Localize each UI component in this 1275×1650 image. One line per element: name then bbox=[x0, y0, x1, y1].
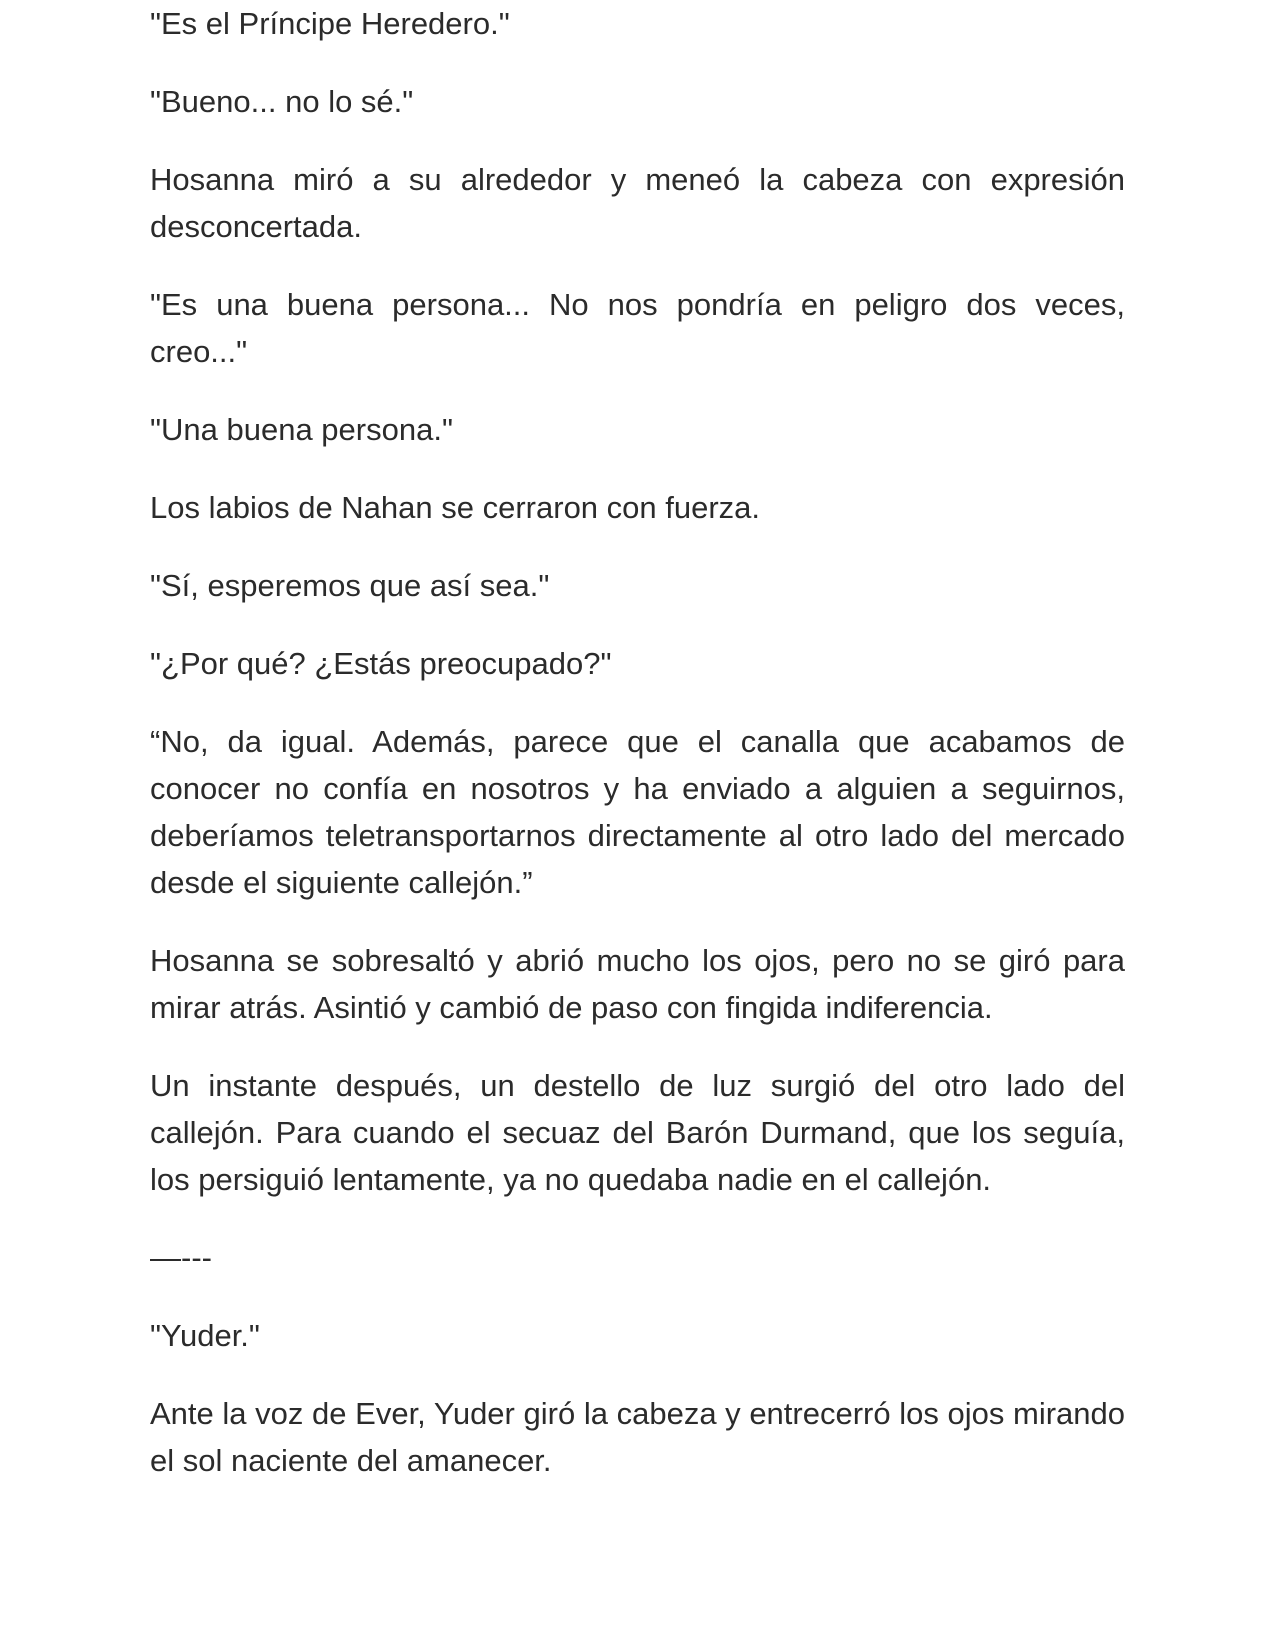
paragraph-12: "Yuder." bbox=[150, 1318, 260, 1353]
paragraph-7: "Sí, esperemos que así sea." bbox=[150, 568, 550, 603]
document-page bbox=[150, 0, 1125, 1515]
paragraph-4: "Es una buena persona... No nos pondría en peligro dos veces, creo..." bbox=[150, 287, 1125, 369]
paragraph-8: "¿Por qué? ¿Estás preocupado?" bbox=[150, 646, 612, 681]
scene-break: —--- bbox=[150, 1240, 212, 1275]
paragraph-11: Un instante después, un destello de luz surgió del otro lado del callejón. Para cuando el secuaz del Barón Durmand, que los seguía, los persiguió lentamente, ya no quedaba nadie en el callejón. bbox=[150, 1068, 1125, 1197]
paragraph-10: Hosanna se sobresaltó y abrió mucho los ojos, pero no se giró para mirar atrás. Asintió y cambió de paso con fingida indiferencia. bbox=[150, 943, 1125, 1025]
paragraph-1: "Es el Príncipe Heredero." bbox=[150, 6, 510, 41]
paragraph-2: "Bueno... no lo sé." bbox=[150, 84, 414, 119]
paragraph-3: Hosanna miró a su alrededor y meneó la cabeza con expresión desconcertada. bbox=[150, 162, 1125, 244]
paragraph-5: "Una buena persona." bbox=[150, 412, 453, 447]
paragraph-9: “No, da igual. Además, parece que el canalla que acabamos de conocer no confía en nosotros y ha enviado a alguien a seguirnos, deberíamos teletransportarnos directamente al otro lado del mercado desde el siguiente callejón.” bbox=[150, 724, 1125, 900]
paragraph-6: Los labios de Nahan se cerraron con fuerza. bbox=[150, 490, 761, 525]
paragraph-13: Ante la voz de Ever, Yuder giró la cabeza y entrecerró los ojos mirando el sol naciente del amanecer. bbox=[150, 1396, 1125, 1478]
